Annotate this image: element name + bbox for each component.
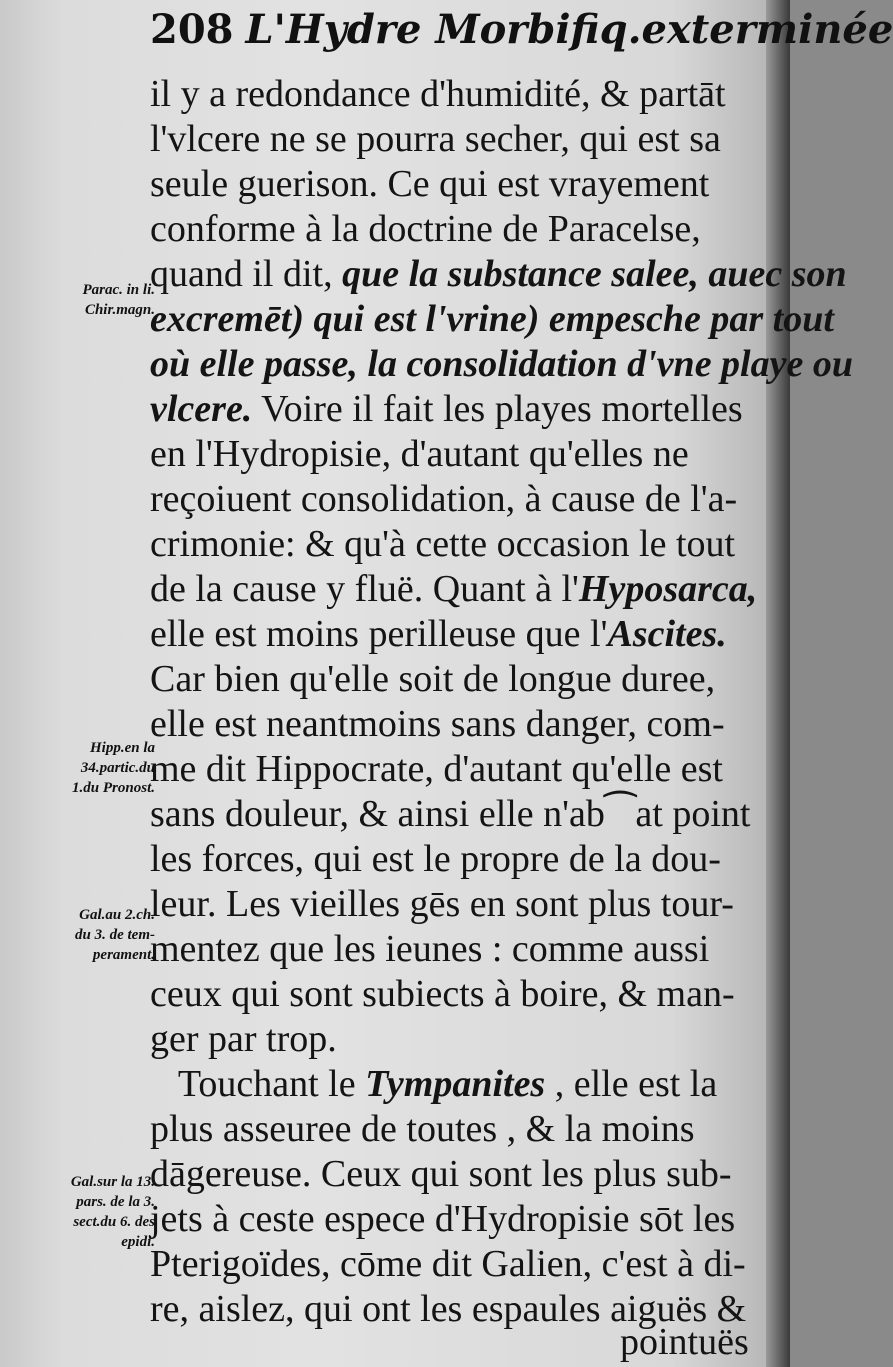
text-line: reçoiuent consolidation, à cause de l'a- (150, 478, 738, 520)
text-line: me dit Hippocrate, d'autant qu'elle est (150, 748, 723, 790)
text-line: en l'Hydropisie, d'autant qu'elles ne (150, 433, 689, 475)
text-line: jets à ceste espece d'Hydropisie sōt les (150, 1198, 736, 1240)
text-line: seule guerison. Ce qui est vrayement (150, 163, 710, 205)
catchword: pointuës (620, 1321, 749, 1363)
margin-note: Hipp.en la 34.partic.du 1.du Pronost. (72, 740, 155, 796)
text-line: elle est moins perilleuse que l'Ascites. (150, 613, 727, 655)
margin-note: Gal.au 2.ch. du 3. de tem- perament. (75, 907, 155, 963)
margin-note: Gal.sur la 13. pars. de la 3. sect.du 6. des epidi. (70, 1174, 155, 1250)
page-header (150, 6, 893, 53)
text-line: Car bien qu'elle soit de longue duree, (150, 658, 716, 700)
text-line: il y a redondance d'humidité, & partāt (150, 73, 726, 115)
text-line: ger par trop. (150, 1018, 337, 1060)
text-line: quand il dit, que la substance salee, auec son (150, 253, 847, 295)
text-line: mentez que les ieunes : comme aussi (150, 928, 710, 970)
text-line: Pterigoïdes, cōme dit Galien, c'est à di- (150, 1243, 746, 1285)
text-line: re, aislez, qui ont les espaules aiguës & (150, 1288, 747, 1330)
text-line: sans douleur, & ainsi elle n'ab⁀at point (150, 793, 751, 835)
text-line: elle est neantmoins sans danger, com- (150, 703, 725, 745)
text-line: excremēt) qui est l'vrine) empesche par tout (150, 298, 834, 340)
text-line: où elle passe, la consolidation d'vne playe ou (150, 343, 853, 385)
text-line: dāgereuse. Ceux qui sont les plus sub- (150, 1153, 732, 1195)
page-number: 208 (150, 6, 234, 53)
running-title: L'Hydre Morbifiq.exterminée (245, 6, 893, 53)
text-line: conforme à la doctrine de Paracelse, (150, 208, 701, 250)
text-line: les forces, qui est le propre de la dou- (150, 838, 721, 880)
text-line: vlcere. Voire il fait les playes mortelles (150, 388, 743, 430)
text-line: plus asseuree de toutes , & la moins (150, 1108, 695, 1150)
margin-note: Parac. in li. Chir.magn. (82, 282, 155, 318)
text-line: l'vlcere ne se pourra secher, qui est sa (150, 118, 721, 160)
text-line: crimonie: & qu'à cette occasion le tout (150, 523, 736, 565)
text-line: ceux qui sont subiects à boire, & man- (150, 973, 735, 1015)
text-line: Touchant le Tympanites , elle est la (150, 1063, 718, 1105)
text-line: leur. Les vieilles gēs en sont plus tour- (150, 883, 734, 925)
text-line: de la cause y fluë. Quant à l'Hyposarca, (150, 568, 758, 610)
